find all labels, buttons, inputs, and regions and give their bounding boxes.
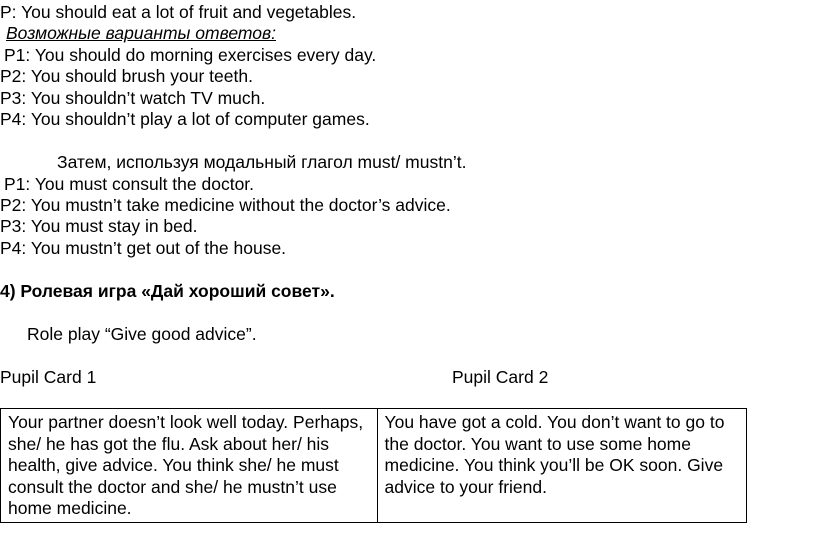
pupil-card-2-title: Pupil Card 2 — [452, 367, 549, 387]
pupil-cards-table — [0, 408, 747, 523]
text-line-must-3: P3: You must stay in bed. — [0, 216, 198, 236]
pupil-card-2-cell: You have got a cold. You don’t want to go to the doctor. You want to use some home medicine. You think you’ll be OK soon. Give advice to your friend. — [377, 409, 746, 523]
text-line-should-4: P4: You shouldn’t play a lot of computer games. — [0, 109, 370, 129]
text-line-should-3: P3: You shouldn’t watch TV much. — [0, 88, 266, 108]
text-line-should-1: P1: You should do morning exercises every day. — [4, 45, 377, 65]
table-row — [1, 409, 747, 523]
text-line-fruit: P: You should eat a lot of fruit and vegetables. — [0, 2, 357, 22]
role-play-title: Role play “Give good advice”. — [27, 324, 257, 344]
modal-verb-instruction: Затем, используя модальный глагол must/ mustn’t. — [57, 152, 467, 172]
pupil-card-1-title: Pupil Card 1 — [0, 367, 97, 387]
role-play-heading: 4) Ролевая игра «Дай хороший совет». — [0, 281, 335, 301]
text-line-must-2: P2: You mustn’t take medicine without the doctor’s advice. — [0, 195, 451, 215]
possible-answers-heading: Возможные варианты ответов: — [6, 23, 276, 43]
text-line-must-1: P1: You must consult the doctor. — [4, 174, 255, 194]
text-line-must-4: P4: You mustn’t get out of the house. — [0, 238, 287, 258]
pupil-card-1-cell: Your partner doesn’t look well today. Perhaps, she/ he has got the flu. Ask about her/ his health, give advice. You think she/ he must consult the doctor and she/ he mustn’t use home medicine. — [1, 409, 378, 523]
text-line-should-2: P2: You should brush your teeth. — [0, 66, 253, 86]
